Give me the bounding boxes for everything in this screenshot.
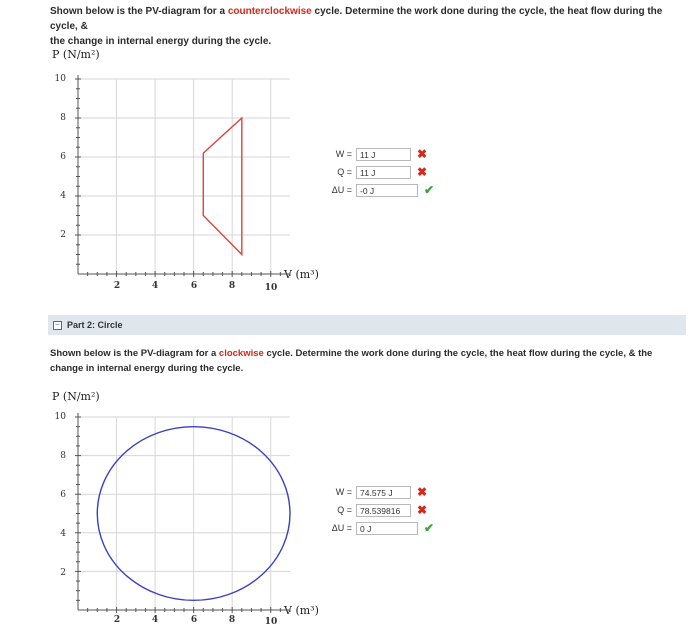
check-mark-icon: ✔	[423, 521, 435, 535]
part1-xtick-10: 10	[264, 283, 278, 293]
wrong-mark-icon: ✖	[416, 165, 428, 179]
answer-label: Q =	[337, 505, 352, 515]
part1-statement-text-end: cycle. Determine the work done during the cycle, the heat flow during the cycle, &	[50, 6, 663, 32]
work-input[interactable]: 74.575 J	[356, 486, 411, 499]
answer-label: ΔU =	[331, 185, 352, 195]
part1-ytick-2: 2	[60, 230, 66, 240]
part2-xtick-2: 2	[113, 615, 121, 625]
part2-title: Part 2: Circle	[67, 320, 123, 330]
part1-statement-keyword: counterclockwise	[227, 6, 312, 17]
part1-ytick-8: 8	[60, 113, 66, 123]
internal-energy-input[interactable]: 0 J	[356, 522, 418, 535]
part2-ytick-4: 4	[60, 529, 66, 539]
part2-ytick-6: 6	[60, 490, 66, 500]
answer-label: ΔU =	[331, 523, 352, 533]
part2-xlabel: V (m³)	[284, 604, 319, 617]
part1-ylabel: P (N/m²)	[52, 48, 100, 61]
part1-xtick-4: 4	[151, 281, 159, 291]
part1-statement-text: Shown below is the PV-diagram for a	[50, 6, 228, 17]
wrong-mark-icon: ✖	[416, 503, 428, 517]
internal-energy-input[interactable]: -0 J	[356, 184, 418, 197]
wrong-mark-icon: ✖	[416, 147, 428, 161]
heat-input[interactable]: 11 J	[356, 166, 411, 179]
part2-xtick-10: 10	[264, 617, 278, 627]
part1-xtick-6: 6	[190, 281, 198, 291]
part2-statement-text: Shown below is the PV-diagram for a	[50, 348, 219, 359]
part1-ytick-4: 4	[60, 191, 66, 201]
answer-label: W =	[335, 487, 352, 497]
part1-xtick-8: 8	[228, 281, 236, 291]
part2-statement-line2: change in internal energy during the cycle.	[50, 363, 244, 374]
part2-ylabel: P (N/m²)	[52, 390, 100, 403]
part1-xlabel: V (m³)	[284, 268, 319, 281]
part2-statement-keyword: clockwise	[218, 348, 264, 359]
answer-label: Q =	[337, 167, 352, 177]
collapse-icon[interactable]: −	[53, 321, 62, 330]
part1-ytick-6: 6	[60, 152, 66, 162]
part1-xtick-2: 2	[113, 281, 121, 291]
cycle-polygon	[203, 118, 242, 255]
check-mark-icon: ✔	[423, 183, 435, 197]
part2-ytick-8: 8	[60, 451, 66, 461]
work-input[interactable]: 11 J	[356, 148, 411, 161]
part2-ytick-10: 10	[54, 412, 66, 422]
part2-xtick-4: 4	[151, 615, 159, 625]
part2-statement-text-end: cycle. Determine the work done during the cycle, the heat flow during the cycle, & the	[263, 348, 653, 359]
wrong-mark-icon: ✖	[416, 485, 428, 499]
answer-label: W =	[335, 149, 352, 159]
part2-xtick-8: 8	[228, 615, 236, 625]
part1-statement-line2: the change in internal energy during the cycle.	[50, 36, 272, 47]
heat-input[interactable]: 78.539816	[356, 504, 411, 517]
part2-ytick-2: 2	[60, 568, 66, 578]
part1-ytick-10: 10	[54, 74, 66, 84]
part2-xtick-6: 6	[190, 615, 198, 625]
